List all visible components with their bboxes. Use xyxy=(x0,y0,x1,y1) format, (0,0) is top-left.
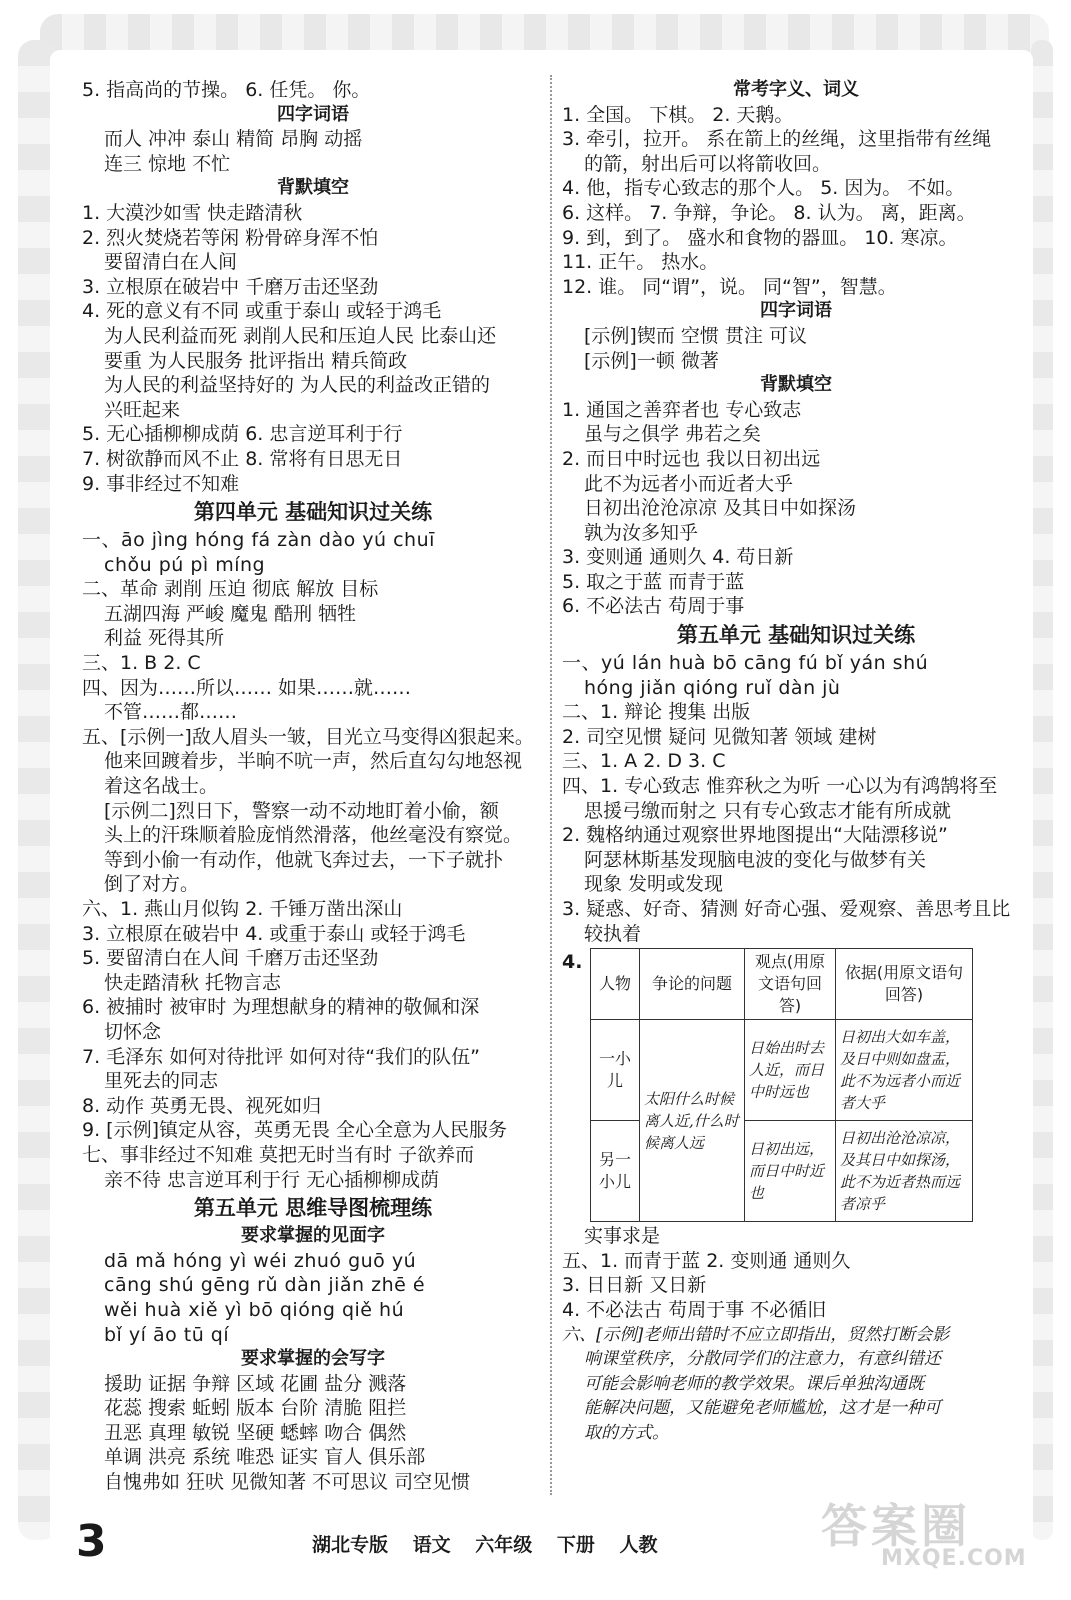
answer-line: 5. 要留清白在人间 千磨万击还坚劲 xyxy=(82,947,379,970)
answer-line: 六、[示例]老师出错时不应立即指出，贸然打断会影 xyxy=(562,1324,950,1345)
book-info: 湖北专版 语文 六年级 下册 人教 xyxy=(312,1534,658,1556)
answer-line: 三、1. B 2. C xyxy=(82,652,201,675)
answer-line: 阿瑟林斯基发现脑电波的变化与做梦有关 xyxy=(584,848,927,871)
answer-line: 连三 惊地 不忙 xyxy=(104,152,231,175)
watermark-sub-text: MXQE.COM xyxy=(881,1546,1027,1571)
answer-line: wěi huà xiě yì bō qióng qiě hú xyxy=(104,1298,405,1321)
answer-line: 6. 不必法古 苟周于事 xyxy=(562,595,745,618)
question-number: 4. xyxy=(562,951,583,974)
answer-line: 7. 毛泽东 如何对待批评 如何对待“我们的队伍” xyxy=(82,1045,480,1068)
answer-line: 7. 树欲静而风不止 8. 常将有日思无日 xyxy=(82,447,403,470)
table-cell: 另一小儿 xyxy=(591,1121,640,1222)
table-cell: 一小儿 xyxy=(591,1020,640,1121)
table-header-cell: 人物 xyxy=(591,949,640,1020)
answer-line: 援助 证据 争辩 区域 花圃 盐分 溅落 xyxy=(104,1372,407,1395)
answer-line: 为人民利益而死 剥削人民和压迫人民 比泰山还 xyxy=(104,324,497,347)
answer-line: 四、因为……所以…… 如果……就…… xyxy=(82,676,412,699)
section-heading: 要求掌握的见面字 xyxy=(241,1225,385,1247)
answer-line: 日初出沧沧凉凉 及其日中如探汤 xyxy=(584,497,857,520)
answer-line: 的箭，射出后可以将箭收回。 xyxy=(584,152,832,175)
answer-line: 不管……都…… xyxy=(104,701,238,724)
answer-line: 自愧弗如 狂吠 见微知著 不可思议 司空见惯 xyxy=(104,1471,471,1494)
answer-line: 1. 大漠沙如雪 快走踏清秋 xyxy=(82,201,303,224)
answer-line: 七、事非经过不知难 莫把无时当有时 子欲养而 xyxy=(82,1143,475,1166)
answer-line: 可能会影响老师的教学效果。课后单独沟通既 xyxy=(584,1373,924,1394)
answer-line: chǒu pú pì míng xyxy=(104,553,266,576)
table-cell: 太阳什么时候离人近,什么时候离人远 xyxy=(640,1020,745,1222)
answer-line: 切怀念 xyxy=(104,1020,162,1043)
answer-line: 要留清白在人间 xyxy=(104,251,238,274)
answer-line: hóng jiǎn qióng ruǐ dàn jù xyxy=(584,676,841,699)
answer-line: 8. 动作 英勇无畏、视死如归 xyxy=(82,1094,322,1117)
answer-line: 6. 这样。 7. 争辩，争论。 8. 认为。 离，距离。 xyxy=(562,201,976,224)
section-heading: 四字词语 xyxy=(277,103,349,125)
answer-line: 他来回踱着步，半晌不吭一声，然后直勾勾地怒视 xyxy=(104,750,523,773)
answer-line: 四、1. 专心致志 惟弈秋之为听 一心以为有鸿鹄将至 xyxy=(562,775,998,798)
answer-line: 亲不待 忠言逆耳利于行 无心插柳柳成荫 xyxy=(104,1168,440,1191)
answer-line: 此不为远者小而近者大乎 xyxy=(584,472,794,495)
watermark-main-text: 答案圈 xyxy=(821,1499,971,1553)
answer-line: 要重 为人民服务 批评指出 精兵简政 xyxy=(104,349,408,372)
answer-line: 里死去的同志 xyxy=(104,1070,219,1093)
answer-line: 响课堂秩序，分散同学们的注意力，有意纠错还 xyxy=(584,1349,941,1370)
answer-line: 1. 通国之善弈者也 专心致志 xyxy=(562,398,802,421)
page-footer xyxy=(76,1518,836,1566)
table-cell: 日始出时去人近，而日中时远也 xyxy=(745,1020,836,1121)
answer-line: 头上的汗珠顺着脸庞悄然滑落，他丝毫没有察觉。 xyxy=(104,824,523,847)
answer-line: 等到小偷一有动作，他就飞奔过去，一下子就扑 xyxy=(104,848,504,871)
answer-line: 3. 日日新 又日新 xyxy=(562,1274,707,1297)
answer-line: 3. 立根原在破岩中 4. 或重于泰山 或轻于鸿毛 xyxy=(82,922,466,945)
answer-line: 9. [示例]镇定从容，英勇无畏 全心全意为人民服务 xyxy=(82,1119,508,1142)
answer-line: 倒了对方。 xyxy=(104,873,200,896)
watermark-logo xyxy=(811,1490,1041,1580)
answer-line: 现象 发明或发现 xyxy=(584,873,724,896)
answer-line: 虽与之俱学 弗若之矣 xyxy=(584,423,762,446)
answer-line: 单调 洪亮 系统 唯恐 证实 盲人 俱乐部 xyxy=(104,1446,426,1469)
answer-table xyxy=(590,948,973,1222)
answer-line: 11. 正午。 热水。 xyxy=(562,251,719,274)
answer-line: 二、革命 剥削 压迫 彻底 解放 目标 xyxy=(82,578,379,601)
answer-line: 一、āo jìng hóng fá zàn dào yú chuī xyxy=(82,529,435,552)
answer-line: 利益 死得其所 xyxy=(104,627,225,650)
answer-line: 二、1. 辩论 搜集 出版 xyxy=(562,701,751,724)
answer-line: 取的方式。 xyxy=(584,1422,669,1443)
answer-line: 4. 死的意义有不同 或重于泰山 或轻于鸿毛 xyxy=(82,300,442,323)
section-heading: 常考字义、词义 xyxy=(733,79,859,100)
answer-line: bǐ yí āo tū qí xyxy=(104,1323,230,1346)
answer-line: 五、[示例一]敌人眉头一皱，目光立马变得凶狠起来。 xyxy=(82,725,534,748)
table-cell: 日初出远，而日中时近也 xyxy=(745,1121,836,1222)
answer-line: 五湖四海 严峻 魔鬼 酷刑 牺牲 xyxy=(104,602,357,625)
answer-line: 2. 而日中时远也 我以日初出远 xyxy=(562,447,821,470)
answer-line: [示例]锲而 空惯 贯注 可议 xyxy=(584,324,807,347)
answer-line: 5. 无心插柳柳成荫 6. 忠言逆耳利于行 xyxy=(82,423,403,446)
table-cell: 日初出沧沧凉凉，及其日中如探汤，此不为近者热而远者凉乎 xyxy=(836,1121,973,1222)
answer-line: 五、1. 而青于蓝 2. 变则通 通则久 xyxy=(562,1249,851,1272)
answer-line: cāng shú gēng rǔ dàn jiǎn zhē é xyxy=(104,1274,426,1297)
table-header-cell: 依据(用原文语句回答) xyxy=(836,949,973,1020)
unit-heading: 第五单元 思维导图梳理练 xyxy=(193,1196,433,1221)
answer-line: 为人民的利益坚持好的 为人民的利益改正错的 xyxy=(104,374,491,397)
answer-line: 5. 指高尚的节操。 6. 任凭。 你。 xyxy=(82,79,371,101)
unit-heading: 第五单元 基础知识过关练 xyxy=(676,623,916,648)
left-column xyxy=(82,78,544,1495)
answer-line: 花蕊 搜索 蚯蚓 版本 台阶 清脆 阻拦 xyxy=(104,1397,407,1420)
answer-line: 孰为汝多知乎 xyxy=(584,521,699,544)
decorative-border-right xyxy=(1031,40,1053,1540)
answer-line: 3. 变则通 通则久 4. 苟日新 xyxy=(562,546,794,569)
answer-line: 1. 全国。 下棋。 2. 天鹅。 xyxy=(562,103,794,126)
answer-line: 快走踏清秋 托物言志 xyxy=(104,971,282,994)
table-row xyxy=(591,1020,973,1121)
question-4-block xyxy=(562,948,1030,1222)
table-header-cell: 观点(用原文语句回答) xyxy=(745,949,836,1020)
answer-line: 2. 司空见惯 疑问 见微知著 领域 建树 xyxy=(562,725,877,748)
unit-heading: 第四单元 基础知识过关练 xyxy=(193,500,433,525)
answer-line: 6. 被捕时 被审时 为理想献身的精神的敬佩和深 xyxy=(82,996,480,1019)
answer-line: 3. 牵引，拉开。 系在箭上的丝绳，这里指带有丝绳 xyxy=(562,128,992,151)
answer-line: 9. 事非经过不知难 xyxy=(82,472,240,495)
answer-line: 9. 到，到了。 盛水和食物的器皿。 10. 寒凉。 xyxy=(562,226,958,249)
section-heading: 要求掌握的会写字 xyxy=(241,1348,385,1370)
answer-line: 一、yú lán huà bō cāng fú bǐ yán shú xyxy=(562,652,929,675)
answer-line: 能解决问题，又能避免老师尴尬，这才是一种可 xyxy=(584,1398,941,1419)
answer-line: 较执着 xyxy=(584,922,642,945)
answer-line: 丑恶 真理 敏锐 坚硬 蟋蟀 吻合 偶然 xyxy=(104,1421,407,1444)
answer-line: [示例二]烈日下，警察一动不动地盯着小偷，额 xyxy=(104,799,499,822)
answer-line: 4. 他，指专心致志的那个人。 5. 因为。 不如。 xyxy=(562,177,965,200)
answer-line: [示例]一顿 微著 xyxy=(584,349,719,372)
answer-line: dā mǎ hóng yì wéi zhuó guō yú xyxy=(104,1249,417,1272)
answer-line: 3. 立根原在破岩中 千磨万击还坚劲 xyxy=(82,275,379,298)
answer-line: 12. 谁。 同“谓”，说。 同“智”，智慧。 xyxy=(562,275,897,298)
answer-line: 而人 冲冲 泰山 精简 昂胸 动摇 xyxy=(104,128,363,151)
answer-line: 2. 烈火焚烧若等闲 粉骨碎身浑不怕 xyxy=(82,226,379,249)
section-heading: 背默填空 xyxy=(760,374,832,396)
section-heading: 背默填空 xyxy=(277,177,349,199)
answer-line: 2. 魏格纳通过观察世界地图提出“大陆漂移说” xyxy=(562,824,948,847)
table-cell: 日初出大如车盖，及日中则如盘盂，此不为远者小而近者大乎 xyxy=(836,1020,973,1121)
column-divider xyxy=(550,75,552,1495)
answer-line: 4. 不必法古 苟周于事 不必循旧 xyxy=(562,1298,827,1321)
answer-line: 着这名战士。 xyxy=(104,775,219,798)
table-header-cell: 争论的问题 xyxy=(640,949,745,1020)
answer-line: 三、1. A 2. D 3. C xyxy=(562,750,726,773)
answer-line: 六、1. 燕山月似钩 2. 千锤万凿出深山 xyxy=(82,898,403,920)
answer-line: 思援弓缴而射之 只有专心致志才能有所成就 xyxy=(584,799,952,822)
section-heading: 四字词语 xyxy=(760,300,832,322)
right-column xyxy=(562,78,1030,1446)
answer-line: 5. 取之于蓝 而青于蓝 xyxy=(562,570,745,593)
answer-line: 实事求是 xyxy=(584,1225,661,1248)
answer-line: 3. 疑惑、好奇、猜测 好奇心强、爱观察、善思考且比 xyxy=(562,898,1011,920)
table-row xyxy=(591,949,973,1020)
answer-line: 兴旺起来 xyxy=(104,398,181,421)
page-number: 3 xyxy=(76,1516,107,1567)
